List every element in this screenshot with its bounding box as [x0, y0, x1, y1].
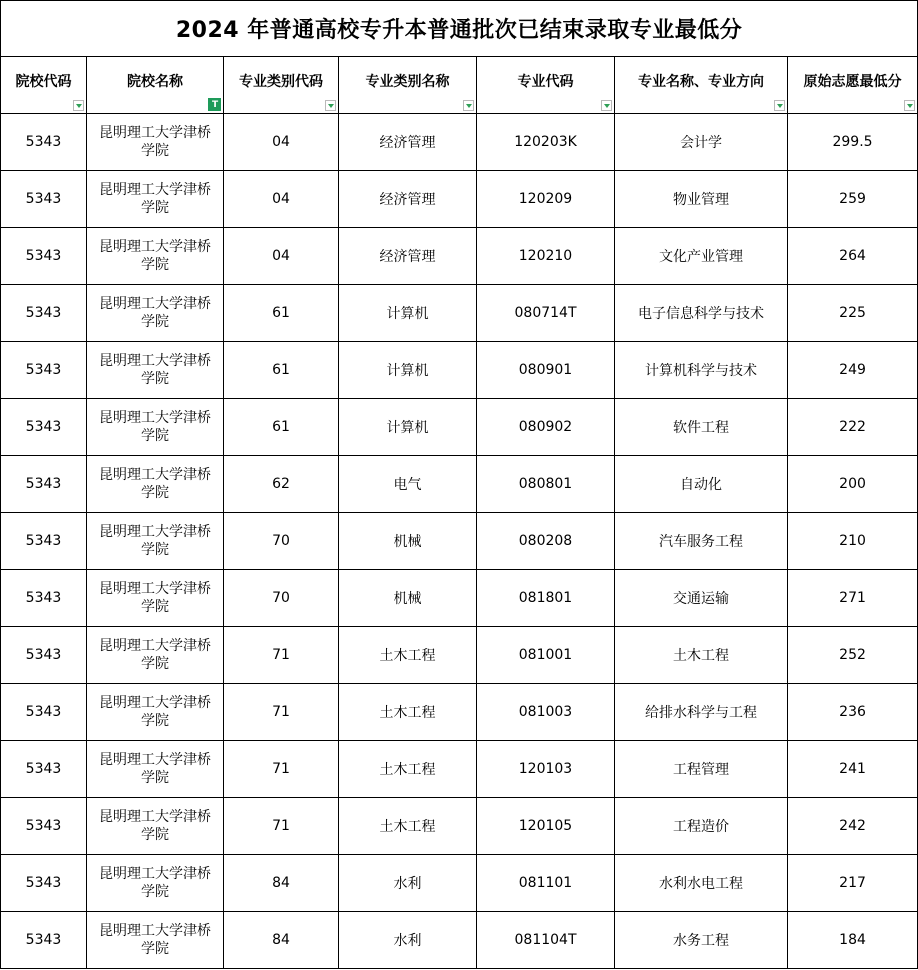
cell-school-code[interactable]: 5343: [1, 741, 87, 798]
header-category-name: [339, 57, 477, 114]
cell-school-code[interactable]: 5343: [1, 114, 87, 171]
cell-school-name[interactable]: 昆明理工大学津桥学院: [87, 228, 224, 285]
filter-dropdown-icon[interactable]: [325, 100, 336, 111]
cell-category-code[interactable]: 84: [224, 855, 339, 912]
cell-school-code[interactable]: 5343: [1, 456, 87, 513]
cell-category-name[interactable]: 电气: [339, 456, 477, 513]
cell-major-code[interactable]: 120105: [477, 798, 615, 855]
cell-category-code[interactable]: 04: [224, 171, 339, 228]
cell-category-code[interactable]: 70: [224, 513, 339, 570]
table-row: [1, 912, 918, 969]
cell-school-code[interactable]: 5343: [1, 342, 87, 399]
header-major-code: [477, 57, 615, 114]
header-label: 院校名称: [127, 74, 183, 90]
cell-school-code[interactable]: 5343: [1, 570, 87, 627]
cell-min-score[interactable]: 210: [788, 513, 918, 570]
cell-school-name[interactable]: 昆明理工大学津桥学院: [87, 456, 224, 513]
cell-min-score[interactable]: 299.5: [788, 114, 918, 171]
cell-category-code[interactable]: 71: [224, 798, 339, 855]
cell-min-score[interactable]: 200: [788, 456, 918, 513]
cell-category-code[interactable]: 62: [224, 456, 339, 513]
cell-major-name[interactable]: 会计学: [615, 114, 788, 171]
cell-school-code[interactable]: 5343: [1, 855, 87, 912]
cell-category-name[interactable]: 经济管理: [339, 228, 477, 285]
cell-major-code[interactable]: 081003: [477, 684, 615, 741]
table-row: [1, 684, 918, 741]
cell-major-name[interactable]: 交通运输: [615, 570, 788, 627]
table-row: [1, 342, 918, 399]
cell-major-code[interactable]: 080801: [477, 456, 615, 513]
cell-major-code[interactable]: 081001: [477, 627, 615, 684]
table-row: [1, 513, 918, 570]
cell-school-name[interactable]: 昆明理工大学津桥学院: [87, 114, 224, 171]
table-row: [1, 570, 918, 627]
cell-category-name[interactable]: 水利: [339, 912, 477, 969]
cell-category-name[interactable]: 土木工程: [339, 798, 477, 855]
cell-min-score[interactable]: 259: [788, 171, 918, 228]
table-row: [1, 741, 918, 798]
cell-category-code[interactable]: 84: [224, 912, 339, 969]
header-label: 专业类别代码: [239, 74, 323, 90]
cell-major-name[interactable]: 给排水科学与工程: [615, 684, 788, 741]
cell-major-name[interactable]: 计算机科学与技术: [615, 342, 788, 399]
cell-major-code[interactable]: 120203K: [477, 114, 615, 171]
cell-category-code[interactable]: 71: [224, 684, 339, 741]
cell-school-code[interactable]: 5343: [1, 513, 87, 570]
cell-category-name[interactable]: 土木工程: [339, 627, 477, 684]
cell-major-code[interactable]: 080901: [477, 342, 615, 399]
cell-min-score[interactable]: 222: [788, 399, 918, 456]
cell-min-score[interactable]: 217: [788, 855, 918, 912]
cell-category-name[interactable]: 经济管理: [339, 171, 477, 228]
cell-category-code[interactable]: 61: [224, 399, 339, 456]
cell-major-code[interactable]: 080208: [477, 513, 615, 570]
cell-school-name[interactable]: 昆明理工大学津桥学院: [87, 798, 224, 855]
table-row: [1, 114, 918, 171]
cell-min-score[interactable]: 271: [788, 570, 918, 627]
cell-major-name[interactable]: 水务工程: [615, 912, 788, 969]
cell-major-name[interactable]: 文化产业管理: [615, 228, 788, 285]
cell-min-score[interactable]: 242: [788, 798, 918, 855]
cell-school-code[interactable]: 5343: [1, 912, 87, 969]
filter-dropdown-icon[interactable]: [463, 100, 474, 111]
cell-school-code[interactable]: 5343: [1, 627, 87, 684]
cell-major-code[interactable]: 080902: [477, 399, 615, 456]
cell-min-score[interactable]: 241: [788, 741, 918, 798]
cell-category-code[interactable]: 04: [224, 228, 339, 285]
cell-category-name[interactable]: 经济管理: [339, 114, 477, 171]
cell-major-name[interactable]: 水利水电工程: [615, 855, 788, 912]
cell-school-name[interactable]: 昆明理工大学津桥学院: [87, 855, 224, 912]
cell-school-name[interactable]: 昆明理工大学津桥学院: [87, 171, 224, 228]
sheet-title: 2024 年普通高校专升本普通批次已结束录取专业最低分: [1, 1, 918, 57]
header-school-code: [1, 57, 87, 114]
cell-min-score[interactable]: 184: [788, 912, 918, 969]
table-row: [1, 456, 918, 513]
cell-category-name[interactable]: 土木工程: [339, 741, 477, 798]
header-school-name: [87, 57, 224, 114]
cell-major-code[interactable]: 120103: [477, 741, 615, 798]
cell-school-code[interactable]: 5343: [1, 684, 87, 741]
cell-major-name[interactable]: 自动化: [615, 456, 788, 513]
cell-category-name[interactable]: 计算机: [339, 285, 477, 342]
cell-school-code[interactable]: 5343: [1, 285, 87, 342]
cell-category-code[interactable]: 04: [224, 114, 339, 171]
cell-major-code[interactable]: 081101: [477, 855, 615, 912]
cell-school-name[interactable]: 昆明理工大学津桥学院: [87, 912, 224, 969]
filter-active-icon[interactable]: [208, 98, 221, 111]
table-row: [1, 627, 918, 684]
cell-category-code[interactable]: 71: [224, 741, 339, 798]
table-row: [1, 171, 918, 228]
table-row: [1, 798, 918, 855]
cell-school-name[interactable]: 昆明理工大学津桥学院: [87, 684, 224, 741]
cell-min-score[interactable]: 264: [788, 228, 918, 285]
cell-min-score[interactable]: 225: [788, 285, 918, 342]
header-row: [1, 57, 918, 114]
cell-category-code[interactable]: 70: [224, 570, 339, 627]
table-row: [1, 399, 918, 456]
cell-school-name[interactable]: 昆明理工大学津桥学院: [87, 342, 224, 399]
table-row: [1, 228, 918, 285]
filter-dropdown-icon[interactable]: [601, 100, 612, 111]
cell-major-name[interactable]: 土木工程: [615, 627, 788, 684]
cell-min-score[interactable]: 252: [788, 627, 918, 684]
cell-major-code[interactable]: 120209: [477, 171, 615, 228]
cell-major-name[interactable]: 电子信息科学与技术: [615, 285, 788, 342]
filter-dropdown-icon[interactable]: [774, 100, 785, 111]
cell-school-name[interactable]: 昆明理工大学津桥学院: [87, 513, 224, 570]
cell-school-code[interactable]: 5343: [1, 171, 87, 228]
header-label: 专业代码: [517, 74, 574, 90]
cell-major-code[interactable]: 081801: [477, 570, 615, 627]
cell-major-name[interactable]: 物业管理: [615, 171, 788, 228]
cell-school-name[interactable]: 昆明理工大学津桥学院: [87, 627, 224, 684]
cell-category-name[interactable]: 机械: [339, 513, 477, 570]
cell-category-name[interactable]: 机械: [339, 570, 477, 627]
cell-school-name[interactable]: 昆明理工大学津桥学院: [87, 285, 224, 342]
cell-category-name[interactable]: 计算机: [339, 342, 477, 399]
cell-school-code[interactable]: 5343: [1, 228, 87, 285]
header-label: 专业类别名称: [365, 74, 450, 90]
cell-major-code[interactable]: 081104T: [477, 912, 615, 969]
cell-category-name[interactable]: 水利: [339, 855, 477, 912]
cell-major-name[interactable]: 工程管理: [615, 741, 788, 798]
cell-school-name[interactable]: 昆明理工大学津桥学院: [87, 570, 224, 627]
cell-category-name[interactable]: 土木工程: [339, 684, 477, 741]
cell-category-code[interactable]: 61: [224, 342, 339, 399]
table-body: [1, 114, 918, 969]
cell-major-name[interactable]: 汽车服务工程: [615, 513, 788, 570]
cell-major-name[interactable]: 工程造价: [615, 798, 788, 855]
filter-dropdown-icon[interactable]: [904, 100, 915, 111]
cell-school-name[interactable]: 昆明理工大学津桥学院: [87, 741, 224, 798]
cell-school-name[interactable]: 昆明理工大学津桥学院: [87, 399, 224, 456]
cell-major-name[interactable]: 软件工程: [615, 399, 788, 456]
table-row: [1, 855, 918, 912]
cell-major-code[interactable]: 080714T: [477, 285, 615, 342]
header-label: 院校代码: [15, 74, 72, 90]
cell-school-code[interactable]: 5343: [1, 798, 87, 855]
cell-category-name[interactable]: 计算机: [339, 399, 477, 456]
cell-major-code[interactable]: 120210: [477, 228, 615, 285]
header-label: 原始志愿最低分: [803, 74, 902, 90]
cell-school-code[interactable]: 5343: [1, 399, 87, 456]
cell-min-score[interactable]: 249: [788, 342, 918, 399]
cell-category-code[interactable]: 61: [224, 285, 339, 342]
filter-dropdown-icon[interactable]: [73, 100, 84, 111]
table-row: [1, 285, 918, 342]
header-category-code: [224, 57, 339, 114]
header-min-score: [788, 57, 918, 114]
header-label: 专业名称、专业方向: [638, 74, 764, 90]
header-major-name: [615, 57, 788, 114]
cell-min-score[interactable]: 236: [788, 684, 918, 741]
cell-category-code[interactable]: 71: [224, 627, 339, 684]
